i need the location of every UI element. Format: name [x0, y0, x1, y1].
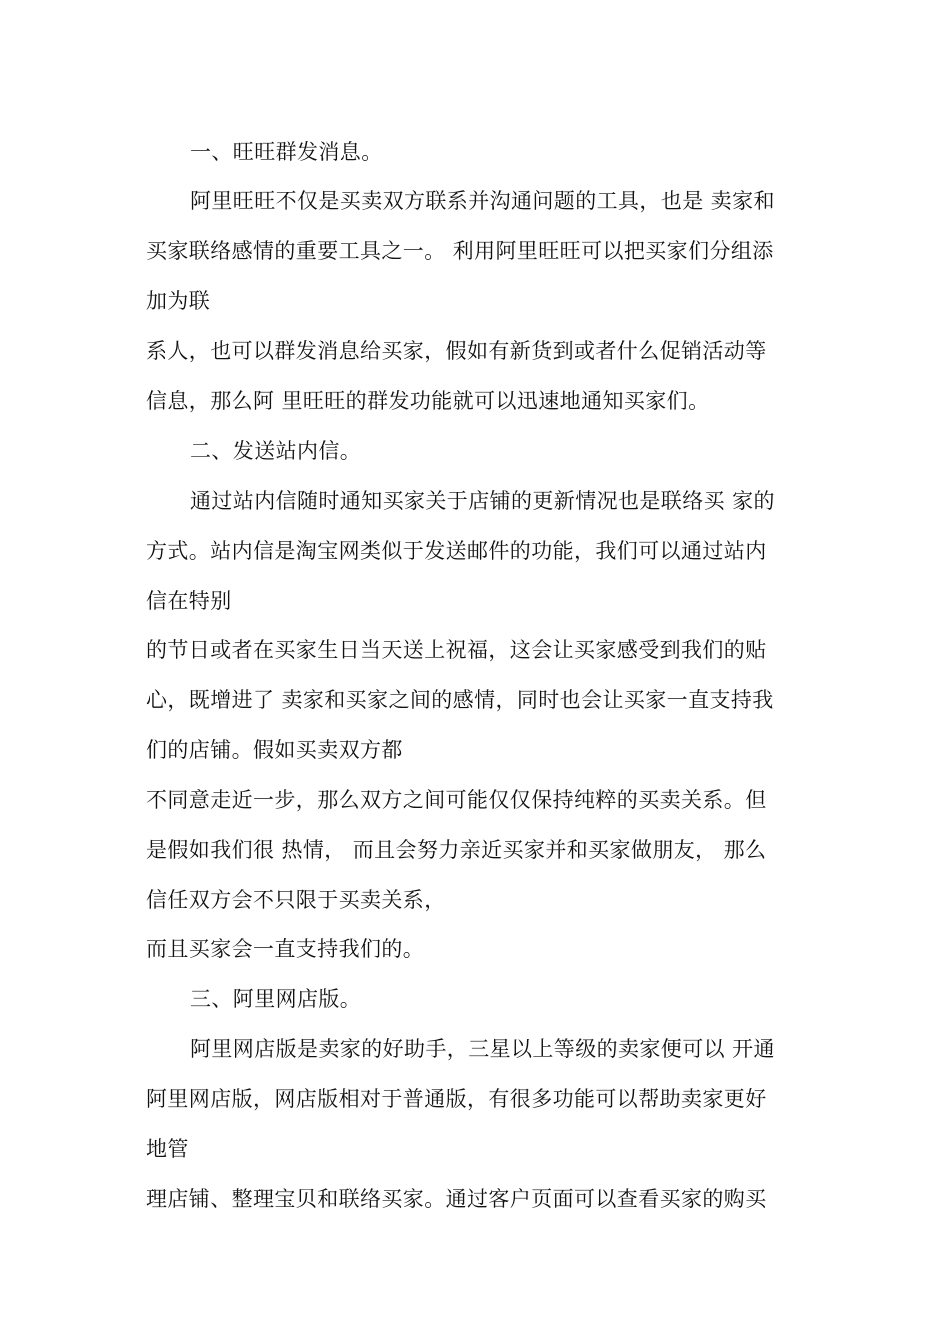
paragraph-line: 买家联络感情的重要工具之一。 利用阿里旺旺可以把买家们分组添: [146, 239, 774, 263]
paragraph-line: 的节日或者在买家生日当天送上祝福，这会让买家感受到我们的贴: [146, 638, 767, 662]
section-heading-3: 三、阿里网店版。: [190, 987, 362, 1011]
paragraph-line: 心，既增进了 卖家和买家之间的感情，同时也会让买家一直支持我: [146, 688, 774, 712]
paragraph-line: 们的店铺。假如买卖双方都: [146, 738, 403, 762]
paragraph-line: 理店铺、整理宝贝和联络买家。通过客户页面可以查看买家的购买: [146, 1187, 767, 1211]
section-heading-2: 二、发送站内信。: [190, 439, 362, 463]
paragraph-line: 是假如我们很 热情， 而且会努力亲近买家并和买家做朋友， 那么: [146, 838, 767, 862]
section-heading-1: 一、旺旺群发消息。: [190, 140, 383, 164]
paragraph-line: 阿里网店版，网店版相对于普通版，有很多功能可以帮助卖家更好: [146, 1087, 767, 1111]
paragraph-line: 加为联: [146, 289, 211, 313]
paragraph-line: 地管: [146, 1137, 189, 1161]
paragraph-line: 不同意走近一步，那么双方之间可能仅仅保持纯粹的买卖关系。但: [146, 788, 767, 812]
paragraph-line: 通过站内信随时通知买家关于店铺的更新情况也是联络买 家的: [190, 489, 775, 513]
paragraph-line: 信在特别: [146, 589, 232, 613]
paragraph-line: 系人，也可以群发消息给买家，假如有新货到或者什么促销活动等: [146, 339, 767, 363]
paragraph-line: 信任双方会不只限于买卖关系，: [146, 888, 446, 912]
paragraph-line: 信息，那么阿 里旺旺的群发功能就可以迅速地通知买家们。: [146, 389, 710, 413]
paragraph-line: 阿里网店版是卖家的好助手，三星以上等级的卖家便可以 开通: [190, 1037, 775, 1061]
paragraph-line: 而且买家会一直支持我们的。: [146, 937, 425, 961]
paragraph-line: 方式。站内信是淘宝网类似于发送邮件的功能，我们可以通过站内: [146, 539, 767, 563]
paragraph-line: 阿里旺旺不仅是买卖双方联系并沟通问题的工具，也是 卖家和: [190, 189, 775, 213]
